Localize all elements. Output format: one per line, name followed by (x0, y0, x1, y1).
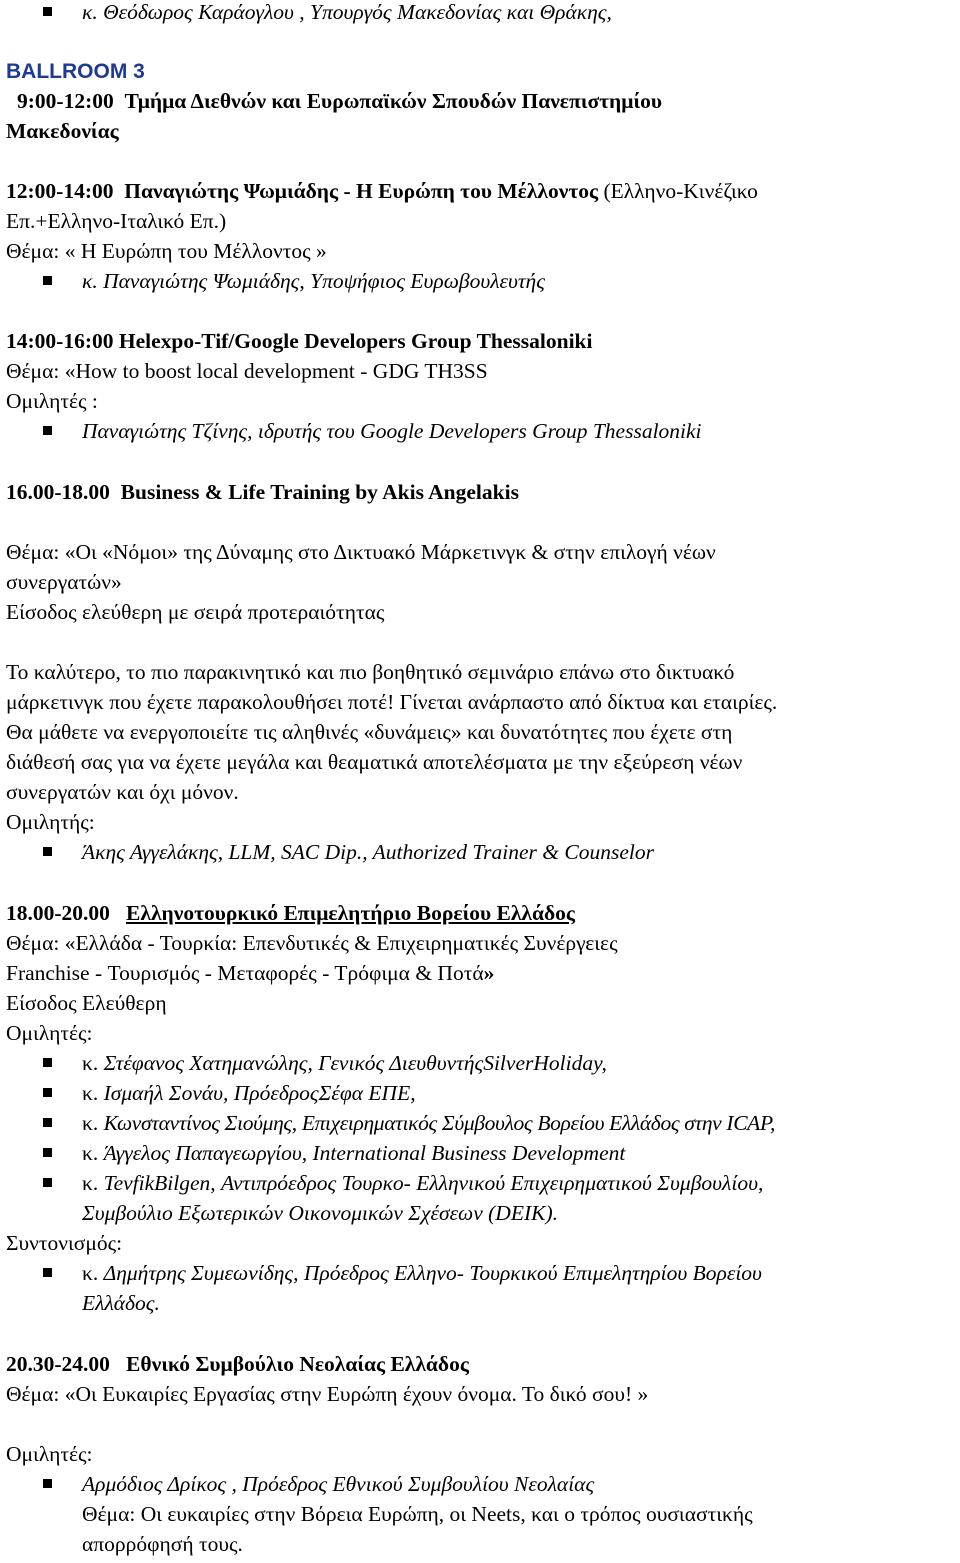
session-4-theme-cont: συνεργατών» (6, 570, 122, 594)
bullet-square-icon (43, 1178, 52, 1187)
session-4-heading (6, 477, 519, 507)
session-2-theme: Θέμα: « Η Ευρώπη του Μέλλοντος » (6, 239, 327, 263)
session-4-desc-1: Το καλύτερο, το πιο παρακινητικό και πιο βοηθητικό σεμινάριο επάνω στο δικτυακό (6, 660, 735, 684)
speaker-title: , Authorized Trainer & Counselor (362, 840, 654, 864)
bullet-text (82, 1168, 763, 1198)
session-2-title: Παναγιώτης Ψωμιάδης - Η Ευρώπη του Μέλλοντος (124, 179, 599, 203)
speaker-name: Άκης Αγγελάκης, LLM, SAC Dip. (82, 840, 363, 864)
session-5-theme-cont (6, 958, 494, 988)
bullet-square-icon (43, 1479, 52, 1488)
ballroom-heading: BALLROOM 3 (6, 60, 145, 83)
session-4-title: Business & Life Training by Akis Angelakis (120, 480, 519, 504)
session-5-title: Ελληνοτουρκικό Επιμελητήριο Βορείου Ελλάδος (126, 901, 575, 925)
speaker-name: Στέφανος Χατημανώλης, Γενικός ΔιευθυντήςSilverHoliday, (103, 1051, 607, 1075)
session-6-speakers-label: Ομιλητές: (6, 1442, 93, 1466)
speaker-name: Άγγελος Παπαγεωργίου, International Business Development (103, 1141, 626, 1165)
bullet-text: κ. Παναγιώτης Ψωμιάδης, Υποψήφιος Ευρωβουλευτής (82, 269, 545, 293)
session-4-desc-4: διάθεσή σας για να έχετε μεγάλα και θεαματικά αποτελέσματα με την εξεύρεση νέων (6, 750, 743, 774)
speaker-name: Κωνσταντίνος Σιούμης, Επιχειρηματικός Σύμβουλος Βορείου Ελλάδος στην ICAP, (103, 1111, 776, 1135)
bullet-square-icon (43, 1118, 52, 1127)
honorific: κ. (82, 1051, 99, 1075)
honorific: κ. (82, 1171, 99, 1195)
bullet-text (82, 1108, 775, 1138)
speaker-name: TevfikBilgen, Αντιπρόεδρος Τουρκο- Ελληνικού Επιχειρηματικού Συμβουλίου, (103, 1171, 764, 1195)
session-2-org-cont: Επ.+Ελληνο-Ιταλικό Επ.) (6, 209, 227, 233)
honorific: κ. (82, 1111, 99, 1135)
bullet-text (82, 837, 654, 867)
session-5-time: 18.00-20.00 (6, 901, 110, 925)
session-3-heading: 14:00-16:00 Helexpo-Tif/Google Developers Group Thessaloniki (6, 329, 593, 353)
session-6-title: Εθνικό Συμβούλιο Νεολαίας Ελλάδος (126, 1352, 469, 1376)
honorific: κ. (82, 1261, 99, 1285)
session-4-speaker-label: Ομιλητής: (6, 810, 95, 834)
session-2-line-1 (6, 176, 758, 206)
session-1-time: 9:00-12:00 (17, 89, 114, 113)
bullet-text: Παναγιώτης Τζίνης, ιδρυτής του Google Developers Group Thessaloniki (82, 419, 702, 443)
bullet-text: Αρμόδιος Δρίκος , Πρόεδρος Εθνικού Συμβουλίου Νεολαίας (82, 1472, 595, 1496)
session-4-theme: Θέμα: «Οι «Νόμοι» της Δύναμης στο Δικτυακό Μάρκετινγκ & στην επιλογή νέων (6, 540, 716, 564)
session-5-theme-text: Franchise - Τουρισμός - Μεταφορές - Τρόφιμα & Ποτά (6, 961, 484, 985)
honorific: κ. (82, 1081, 99, 1105)
bullet-square-icon (43, 1268, 52, 1277)
bullet-square-icon (43, 426, 52, 435)
session-5-speaker-5-cont: Συμβούλιο Εξωτερικών Οικονομικών Σχέσεων (DEIK). (82, 1201, 558, 1225)
session-5-speakers-label: Ομιλητές: (6, 1021, 93, 1045)
coordinator-name: Δημήτρης Συμεωνίδης, Πρόεδρος Ελληνο- Τουρκικού Επιμελητηρίου Βορείου (103, 1261, 762, 1285)
session-1-title: Τμήμα Διεθνών και Ευρωπαϊκών Σπουδών Πανεπιστημίου (124, 89, 663, 113)
session-2-org: (Ελληνο-Κινέζικο (603, 179, 758, 203)
session-3-theme: Θέμα: «How to boost local development - GDG TH3SS (6, 359, 488, 383)
session-1-line-2: Μακεδονίας (6, 119, 119, 143)
session-6-theme: Θέμα: «Οι Ευκαιρίες Εργασίας στην Ευρώπη έχουν όνομα. Το δικό σου! » (6, 1382, 649, 1406)
bullet-square-icon (43, 847, 52, 856)
bullet-text (82, 1048, 607, 1078)
bullet-text (82, 1078, 416, 1108)
session-4-desc-3: Θα μάθετε να ενεργοποιείτε τις αληθινές «δυνάμεις» και δυνατότητες που έχετε στη (6, 720, 733, 744)
honorific: κ. (82, 1141, 99, 1165)
session-5-coord-cont: Ελλάδος. (82, 1291, 160, 1315)
bullet-square-icon (43, 1148, 52, 1157)
bullet-square-icon (43, 7, 52, 16)
session-5-theme-close: » (483, 961, 495, 985)
session-6-subtheme: Θέμα: Οι ευκαιρίες στην Βόρεια Ευρώπη, οι Neets, και ο τρόπος ουσιαστικής (82, 1502, 753, 1526)
session-5-coord-label: Συντονισμός: (6, 1231, 123, 1255)
session-4-desc-2: μάρκετινγκ που έχετε παρακολουθήσει ποτέ! Γίνεται ανάρπαστο από δίκτυα και εταιρίες. (6, 690, 778, 714)
bullet-text (82, 1258, 762, 1288)
session-5-theme: Θέμα: «Ελλάδα - Τουρκία: Επενδυτικές & Επιχειρηματικές Συνέργειες (6, 931, 618, 955)
session-6-time: 20.30-24.00 (6, 1352, 110, 1376)
session-1-line-1 (17, 86, 662, 116)
session-5-entry: Είσοδος Ελεύθερη (6, 991, 167, 1015)
session-2-time: 12:00-14:00 (6, 179, 114, 203)
session-6-heading (6, 1349, 469, 1379)
session-4-desc-5: συνεργατών και όχι μόνον. (6, 780, 239, 804)
session-5-heading (6, 898, 575, 928)
bullet-square-icon (43, 1058, 52, 1067)
session-4-time: 16.00-18.00 (6, 480, 110, 504)
session-4-entry: Είσοδος ελεύθερη με σειρά προτεραιότητας (6, 600, 385, 624)
session-6-subtheme-cont: απορρόφησή τους. (82, 1532, 243, 1556)
speaker-name: Ισμαήλ Σονάυ, ΠρόεδροςΣέφα ΕΠΕ, (103, 1081, 416, 1105)
session-3-speakers-label: Ομιλητές : (6, 389, 98, 413)
bullet-text: κ. Θεόδωρος Καράογλου , Υπουργός Μακεδονίας και Θράκης, (82, 0, 612, 24)
bullet-square-icon (43, 1088, 52, 1097)
bullet-square-icon (43, 276, 52, 285)
bullet-text (82, 1138, 625, 1168)
